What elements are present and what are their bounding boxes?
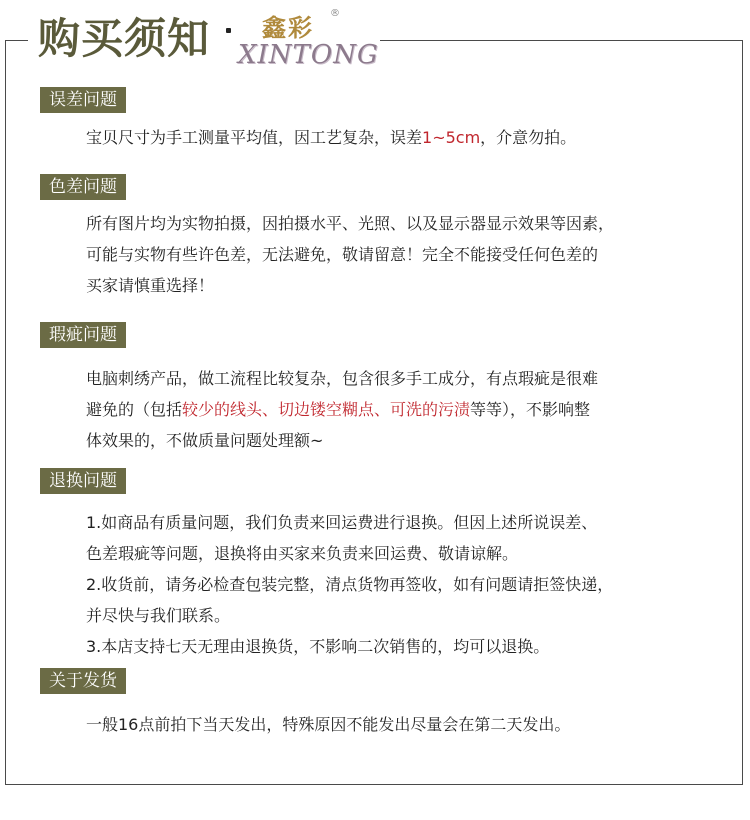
return-item1-line-1: 1.如商品有质量问题，我们负责来回运费进行退换。但因上述所说误差、 (86, 513, 598, 532)
brand-logo-english: XINTONG (238, 40, 379, 70)
section-label-error: 误差问题 (40, 87, 126, 113)
section-body-color (86, 208, 716, 301)
title-dot (226, 28, 231, 33)
section-label-color: 色差问题 (40, 174, 126, 200)
return-item3-line-1: 3.本店支持七天无理由退换货，不影响二次销售的，均可以退换。 (86, 637, 550, 656)
color-line-3: 买家请慎重选择！ (86, 276, 215, 295)
section-body-flaw (86, 363, 716, 456)
error-range-highlight: 1~5cm (422, 128, 481, 147)
section-body-error (86, 122, 716, 153)
section-label-flaw: 瑕疵问题 (40, 322, 126, 348)
page-title: 购买须知 (38, 14, 211, 63)
flaw-line-2: 避免的（包括较少的线头、切边镂空糊点、可洗的污渍等等），不影响整 (86, 400, 591, 419)
section-label-return: 退换问题 (40, 468, 126, 494)
section-body-shipping (86, 709, 716, 740)
section-body-return (86, 507, 716, 662)
error-line-1: 宝贝尺寸为手工测量平均值，因工艺复杂，误差1~5cm，介意勿拍。 (86, 128, 577, 147)
return-item1-line-2: 色差瑕疵等问题，退换将由买家来负责来回运费、敬请谅解。 (86, 544, 519, 563)
flaw-line-3: 体效果的，不做质量问题处理额~ (86, 431, 324, 450)
flaw-line-1: 电脑刺绣产品，做工流程比较复杂，包含很多手工成分，有点瑕疵是很难 (86, 369, 599, 388)
section-label-shipping: 关于发货 (40, 668, 126, 694)
registered-mark: ® (330, 8, 340, 19)
color-line-2: 可能与实物有些许色差，无法避免，敬请留意！完全不能接受任何色差的 (86, 245, 599, 264)
return-item2-line-1: 2.收货前，请务必检查包装完整，清点货物再签收，如有问题请拒签快递， (86, 575, 614, 594)
shipping-line-1: 一般16点前拍下当天发出，特殊原因不能发出尽量会在第二天发出。 (86, 715, 571, 734)
brand-logo-chinese: 鑫彩 (262, 13, 314, 42)
return-item2-line-2: 并尽快与我们联系。 (86, 606, 231, 625)
flaw-examples-highlight: 较少的线头、切边镂空糊点、可洗的污渍 (182, 400, 471, 419)
color-line-1: 所有图片均为实物拍摄，因拍摄水平、光照、以及显示器显示效果等因素， (86, 214, 615, 233)
